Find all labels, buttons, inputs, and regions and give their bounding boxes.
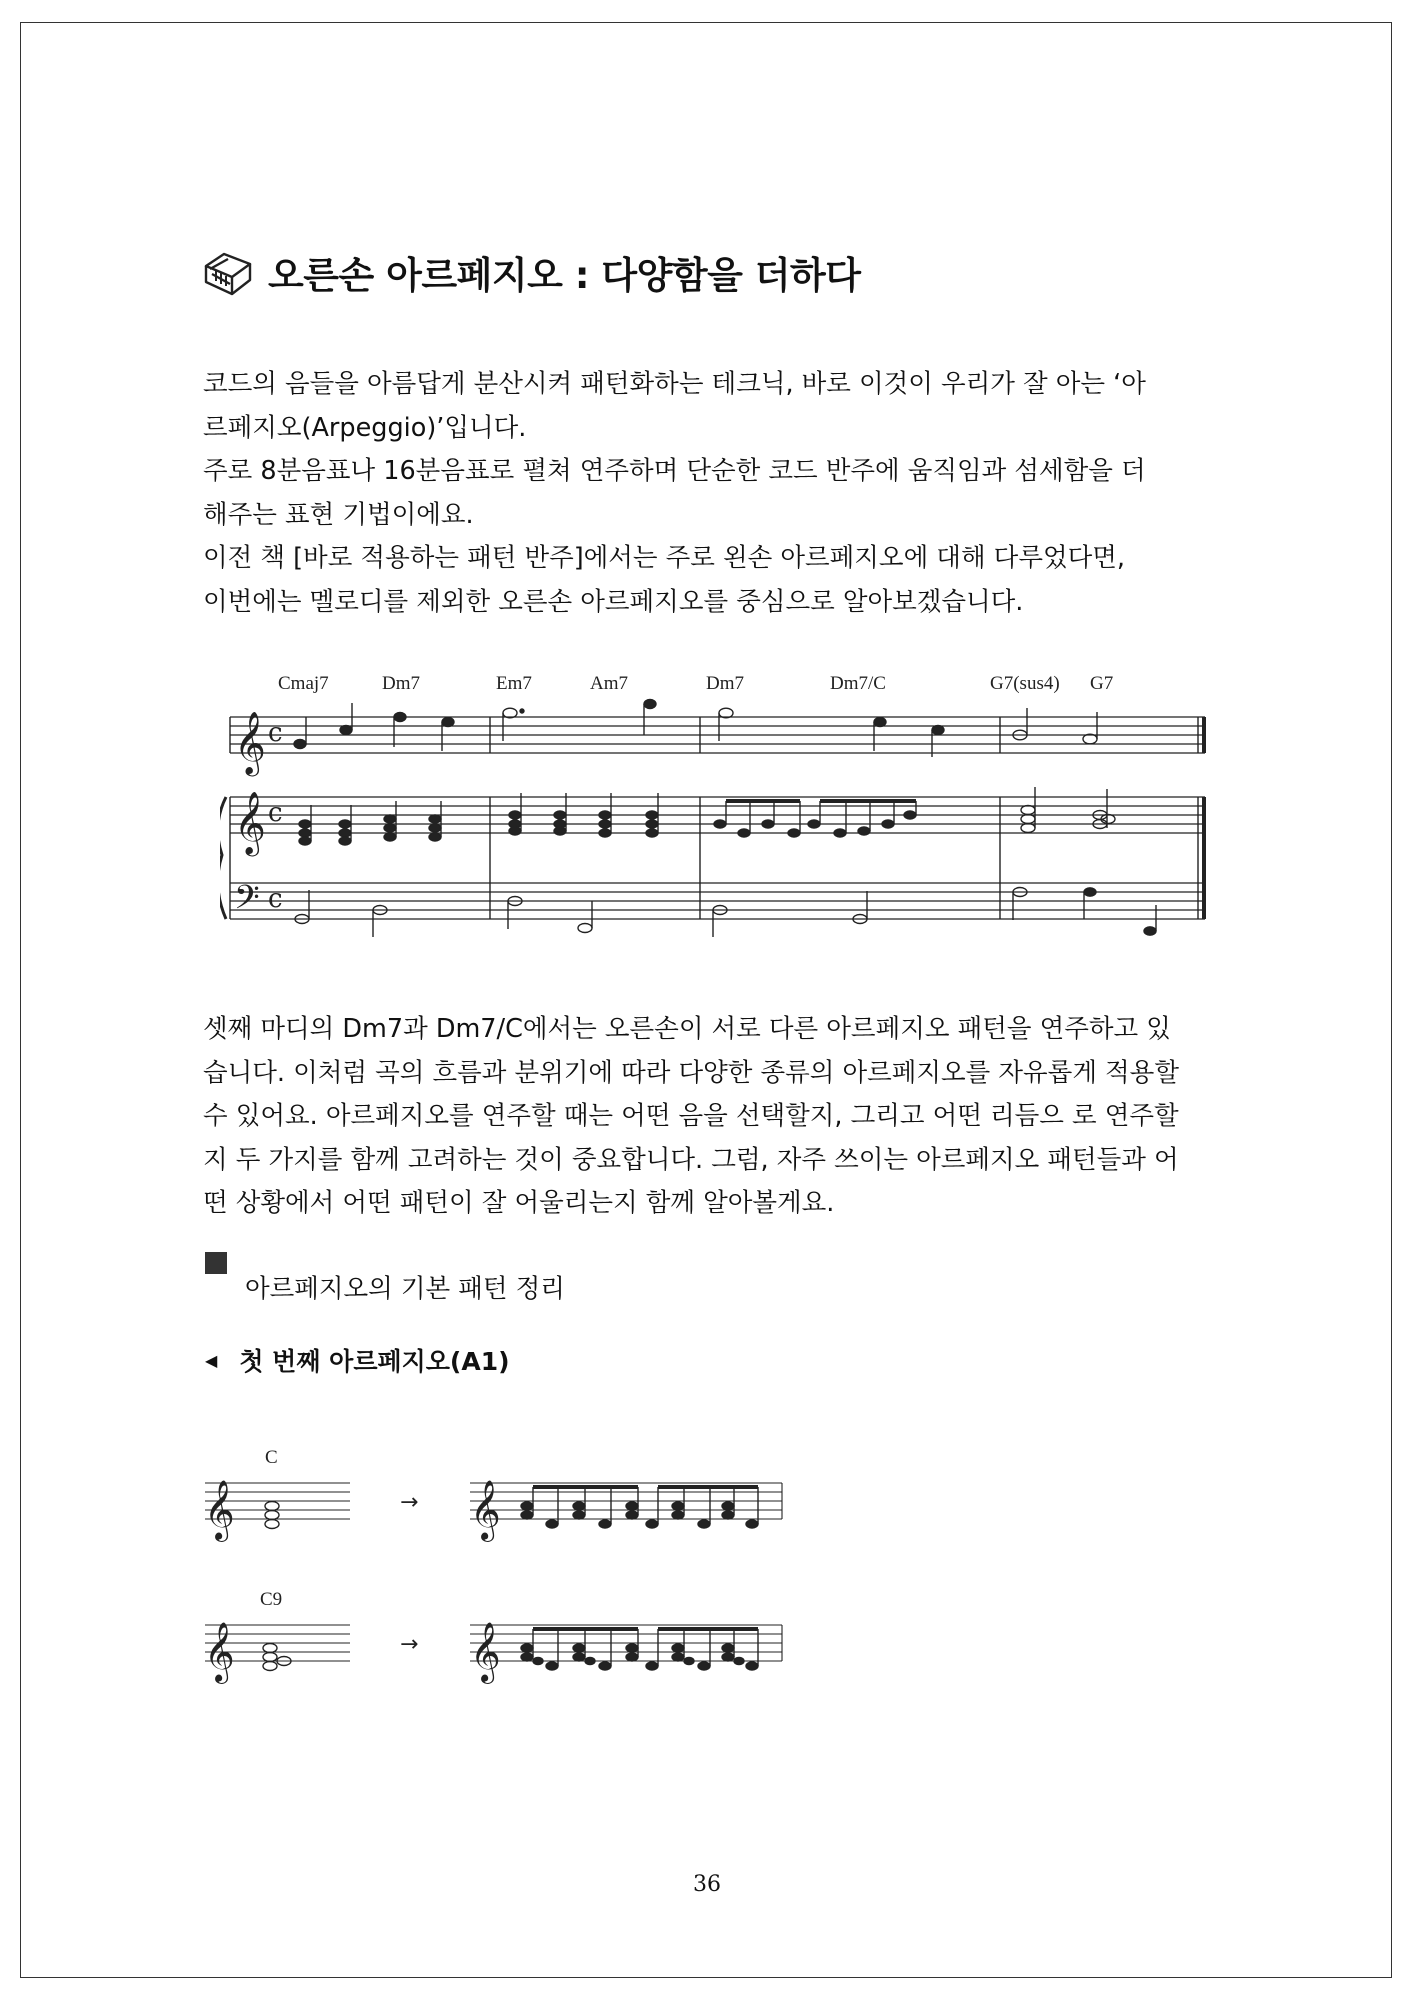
chord-symbol: Am7	[590, 673, 628, 694]
score-example	[220, 665, 1210, 965]
section-marker-square	[205, 1252, 227, 1274]
intro-line: 이번에는 멜로디를 제외한 오른손 아르페지오를 중심으로 알아보겠습니다.	[203, 586, 1024, 617]
explain-line: 지 두 가지를 함께 고려하는 것이 중요합니다. 그럼, 자주 쓰이는 아르페지오 패턴들과 어	[203, 1144, 1179, 1175]
svg-text:𝄞: 𝄞	[470, 1480, 501, 1540]
svg-text:𝄞: 𝄞	[204, 1622, 235, 1682]
intro-line: 이전 책 [바로 적용하는 패턴 반주]에서는 주로 왼손 아르페지오에 대해 다루었다면,	[203, 543, 1125, 573]
chord-symbol: Dm7	[382, 673, 420, 694]
melody-staff	[230, 717, 1205, 753]
triangle-bullet-icon: ◀	[205, 1350, 218, 1370]
intro-line: 해주는 표현 기법이에요.	[203, 499, 474, 530]
c-chord	[265, 1502, 279, 1529]
c9-chord	[263, 1644, 291, 1671]
chord-symbol: Em7	[496, 673, 532, 694]
explanation-paragraph	[203, 1008, 1233, 1226]
chord-symbol: Cmaj7	[278, 673, 329, 694]
intro-line: 주로 8분음표나 16분음표로 펼쳐 연주하며 단순한 코드 반주에 움직임과 섬세함을 더	[203, 456, 1146, 486]
page-title: 오른손 아르페지오 : 다양함을 더하다	[268, 254, 861, 297]
explain-line: 떤 상황에서 어떤 패턴이 잘 어울리는지 함께 알아볼게요.	[203, 1188, 835, 1218]
svg-text:𝄢: 𝄢	[234, 879, 260, 925]
c-arpeggio	[521, 1487, 758, 1528]
intro-paragraph	[203, 363, 1233, 624]
arrow-icon: →	[400, 1490, 419, 1515]
svg-text:𝄞: 𝄞	[234, 711, 266, 774]
pattern-chord-label: C9	[260, 1589, 283, 1610]
svg-text:𝄞: 𝄞	[204, 1480, 235, 1540]
arrow-icon: →	[400, 1632, 419, 1657]
bass-notes	[295, 888, 1156, 938]
svg-text:c: c	[268, 718, 283, 748]
sub-heading-row	[205, 1342, 510, 1378]
chord-symbol: G7(sus4)	[990, 673, 1060, 694]
treble-chords	[299, 793, 658, 845]
explain-line: 셋째 마디의 Dm7과 Dm7/C에서는 오른손이 서로 다른 아르페지오 패턴을 연주하고 있	[203, 1014, 1171, 1044]
intro-line: 코드의 음들을 아름답게 분산시켜 패턴화하는 테크닉, 바로 이것이 우리가 잘 아는 ‘아	[203, 369, 1146, 399]
melody-notes	[294, 700, 1097, 758]
chord-symbol: G7	[1090, 673, 1114, 694]
chord-symbol: Dm7/C	[830, 673, 886, 694]
intro-line: 르페지오(Arpeggio)’입니다.	[203, 412, 527, 443]
pattern-clefs	[204, 1480, 501, 1684]
chord-symbol: Dm7	[706, 673, 744, 694]
svg-text:c: c	[268, 884, 283, 914]
title-row	[200, 244, 860, 300]
svg-text:c: c	[268, 798, 283, 828]
piano-icon	[200, 244, 256, 300]
page-number: 36	[693, 1872, 721, 1897]
pattern-example	[200, 1445, 800, 1705]
barlines	[230, 717, 1198, 919]
svg-text:𝄞: 𝄞	[470, 1622, 501, 1682]
clefs	[234, 711, 283, 925]
c9-arpeggio	[521, 1629, 758, 1670]
section-heading: 아르페지오의 기본 패턴 정리	[245, 1274, 565, 1304]
explain-line: 수 있어요. 아르페지오를 연주할 때는 어떤 음을 선택할지, 그리고 어떤 리듬으 로 연주할	[203, 1101, 1179, 1131]
svg-text:𝄞: 𝄞	[234, 791, 266, 854]
sub-heading: 첫 번째 아르페지오(A1)	[239, 1347, 510, 1376]
pattern-arrows	[400, 1490, 418, 1657]
treble-chords-m4	[1021, 787, 1115, 833]
explain-line: 습니다. 이처럼 곡의 흐름과 분위기에 따라 다양한 종류의 아르페지오를 자유롭게 적용할	[203, 1057, 1179, 1088]
piano-brace	[220, 797, 226, 919]
chord-symbols	[278, 673, 1113, 694]
pattern-chord-label: C	[265, 1447, 278, 1468]
